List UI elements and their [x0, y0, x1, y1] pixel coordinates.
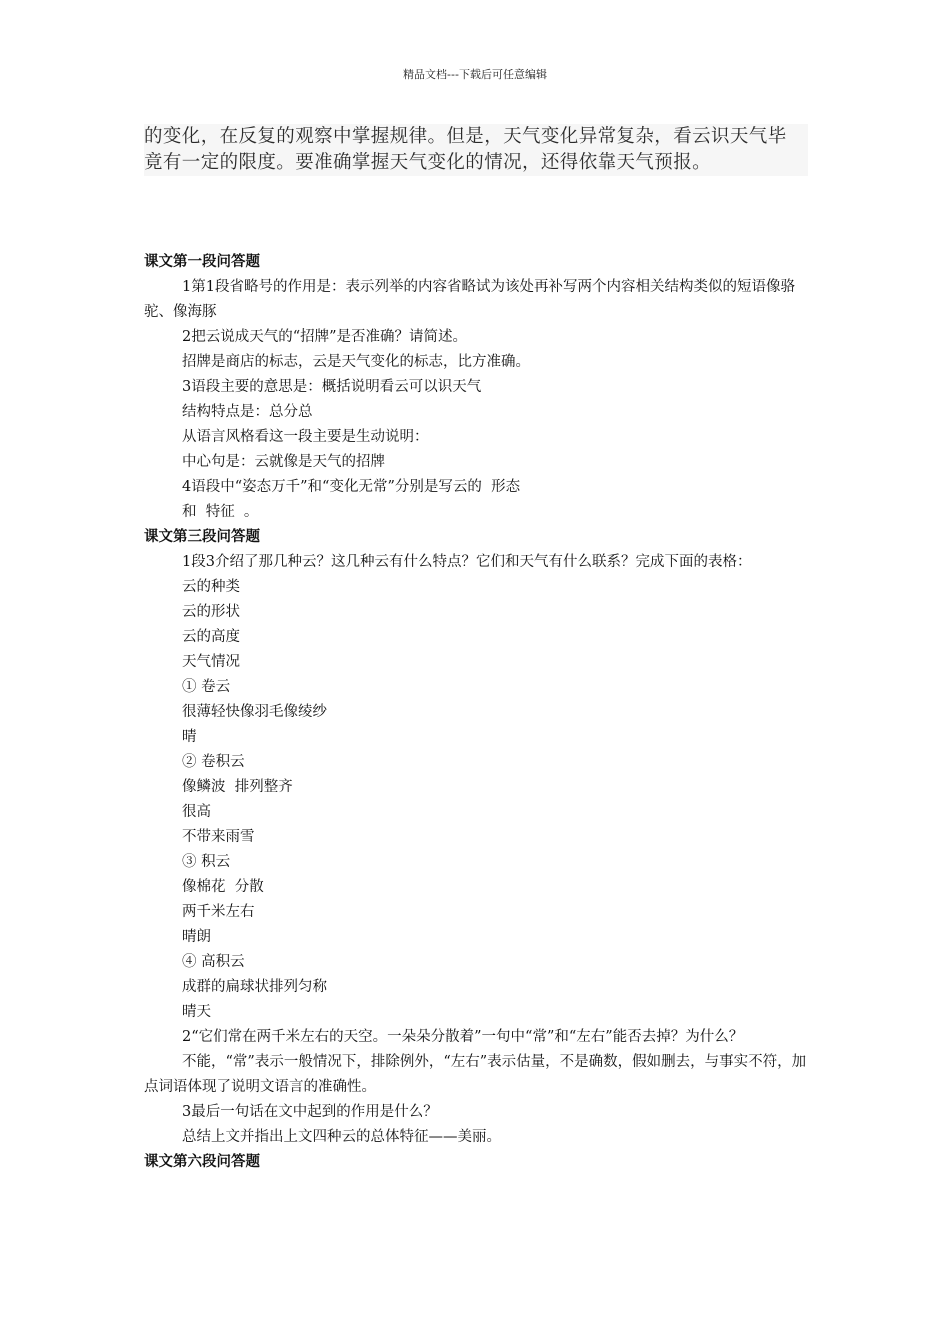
- page-header: 精品文档---下载后可任意编辑: [403, 68, 547, 81]
- document-body: [144, 250, 812, 1175]
- s1-question-3: 3语段主要的意思是：概括说明看云可以识天气: [182, 379, 482, 395]
- table-cell: ② 卷积云: [182, 754, 245, 770]
- table-cell: 很薄轻快像羽毛像绫纱: [182, 704, 327, 720]
- section-heading-1: 课文第一段问答题: [144, 254, 260, 270]
- s1-question-1: 1第1段省略号的作用是：表示列举的内容省略试为该处再补写两个内容相关结构类似的短语像骆驼、像海豚: [144, 279, 795, 320]
- s1-question-2: 2把云说成天气的“招牌”是否准确？请简述。: [182, 329, 468, 345]
- section-heading-6: 课文第六段问答题: [144, 1154, 260, 1170]
- table-cell: 晴朗: [182, 929, 211, 945]
- table-cell: 晴天: [182, 1004, 211, 1020]
- s1-question-4-cont: 和 特征 。: [182, 504, 259, 520]
- table-cell: 晴: [182, 729, 197, 745]
- s3-question-2: 2“它们常在两千米左右的天空。一朵朵分散着”一句中“常”和“左右”能否去掉？为什么？: [182, 1029, 744, 1045]
- table-cell: ① 卷云: [182, 679, 231, 695]
- s3-question-1: 1段3介绍了那几种云？这几种云有什么特点？它们和天气有什么联系？完成下面的表格：: [182, 554, 752, 570]
- s3-question-3: 3最后一句话在文中起到的作用是什么？: [182, 1104, 438, 1120]
- table-cell: 成群的扁球状排列匀称: [182, 979, 327, 995]
- intro-paragraph: [144, 124, 808, 176]
- table-cell: 云的高度: [182, 629, 240, 645]
- s1-answer-2: 招牌是商店的标志，云是天气变化的标志，比方准确。: [182, 354, 530, 370]
- s1-structure: 结构特点是：总分总: [182, 404, 313, 420]
- intro-line-2: 竟有一定的限度。要准确掌握天气变化的情况，还得依靠天气预报。: [144, 152, 712, 173]
- table-cell: 两千米左右: [182, 904, 255, 920]
- section-heading-3: 课文第三段问答题: [144, 529, 260, 545]
- table-cell: 云的种类: [182, 579, 240, 595]
- table-cell: 很高: [182, 804, 211, 820]
- s3-answer-2: 不能，“常”表示一般情况下，排除例外，“左右”表示估量，不是确数，假如删去，与事实不符，加点词语体现了说明文语言的准确性。: [144, 1054, 807, 1095]
- table-cell: 不带来雨雪: [182, 829, 255, 845]
- s3-answer-3: 总结上文并指出上文四种云的总体特征——美丽。: [182, 1129, 501, 1145]
- s1-question-4: 4语段中“姿态万千”和“变化无常”分别是写云的 形态: [182, 479, 521, 495]
- s1-style: 从语言风格看这一段主要是生动说明：: [182, 429, 429, 445]
- table-cell: 像鳞波 排列整齐: [182, 779, 293, 795]
- table-cell: 天气情况: [182, 654, 240, 670]
- intro-line-1: 的变化，在反复的观察中掌握规律。但是，天气变化异常复杂，看云识天气毕: [144, 126, 787, 147]
- table-cell: ④ 高积云: [182, 954, 245, 970]
- s1-center-sentence: 中心句是：云就像是天气的招牌: [182, 454, 385, 470]
- table-cell: 像棉花 分散: [182, 879, 264, 895]
- table-cell: 云的形状: [182, 604, 240, 620]
- table-cell: ③ 积云: [182, 854, 231, 870]
